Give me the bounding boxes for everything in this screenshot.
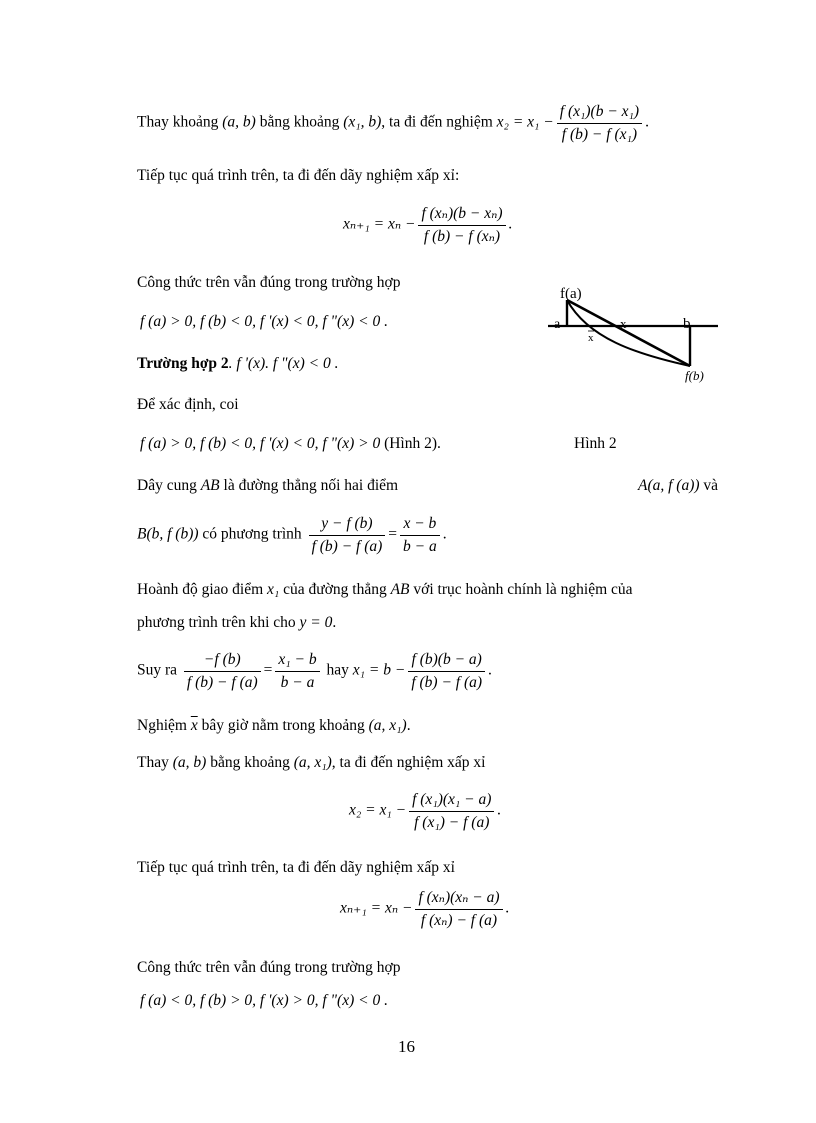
- equation-xn1-2: [340, 890, 509, 928]
- formula-lhs: xₙ₊₁ = xₙ −: [343, 215, 416, 233]
- formula-lhs: x₂ = x₁ −: [496, 113, 554, 131]
- condition-math: f (a) > 0, f (b) < 0, f '(x) < 0, f "(x) > 0: [140, 435, 381, 452]
- text: Thay: [137, 754, 173, 771]
- label-xbar: x: [588, 332, 594, 344]
- paragraph-continue-2: Tiếp tục quá trình trên, ta đi đến dãy nghiệm xấp xỉ: [137, 859, 455, 876]
- text: của đường thẳng: [279, 581, 391, 598]
- figure-2-diagram: [540, 280, 730, 390]
- period: .: [488, 661, 492, 679]
- paragraph-line-equation: [137, 516, 447, 554]
- text: , ta đi đến nghiệm xấp xỉ: [331, 754, 486, 771]
- paragraph-assume: Để xác định, coi: [137, 396, 239, 413]
- label-fa: f(a): [560, 286, 582, 302]
- denominator: f (b) − f (a): [411, 673, 483, 691]
- page-number: 16: [398, 1037, 415, 1056]
- equation-xn1: [343, 206, 512, 244]
- math-interval: (a, x₁): [293, 754, 332, 771]
- text: Hoành độ giao điểm: [137, 581, 268, 598]
- numerator: f (xₙ)(xₙ − a): [415, 890, 502, 910]
- numerator: f (x₁)(b − x₁): [557, 104, 642, 124]
- denominator: f (x₁) − f (a): [414, 813, 490, 831]
- numerator: f (x₁)(x₁ − a): [409, 792, 494, 812]
- fraction-2: [275, 652, 319, 690]
- paragraph-formula-valid-2: Công thức trên vẫn đúng trong trường hợp: [137, 959, 401, 976]
- paragraph-substitute-interval: [137, 104, 649, 142]
- paragraph-y-zero: [137, 615, 336, 631]
- text: , ta đi đến nghiệm: [381, 113, 497, 131]
- fraction-left: [309, 516, 386, 554]
- fraction-1: [184, 652, 261, 690]
- text: là đường thẳng nối hai điểm: [219, 477, 399, 494]
- figure-ref: (Hình 2).: [380, 435, 441, 452]
- formula-fraction: [415, 890, 502, 928]
- paragraph-chord: [137, 478, 398, 494]
- text: và: [699, 477, 719, 494]
- math-y-zero: y = 0: [299, 614, 333, 631]
- condition-1: f (a) > 0, f (b) < 0, f '(x) < 0, f "(x) < 0 .: [140, 313, 388, 330]
- text: phương trình trên khi cho: [137, 614, 300, 631]
- text: Dây cung: [137, 477, 201, 494]
- label-a: a: [554, 317, 561, 332]
- denominator: f (b) − f (a): [311, 537, 383, 555]
- formula-lhs: x₂ = x₁ −: [349, 801, 407, 819]
- text: bây giờ nằm trong khoảng: [197, 717, 369, 734]
- math-point-b: B(b, f (b)): [137, 525, 199, 543]
- numerator: x₁ − b: [275, 652, 319, 672]
- paragraph-substitute-2: [137, 755, 485, 771]
- fraction-3: [408, 652, 485, 690]
- chord-ab: [567, 300, 690, 366]
- denominator: f (xₙ) − f (a): [420, 911, 498, 929]
- text: Suy ra: [137, 661, 181, 679]
- text: Thay khoảng: [137, 113, 223, 131]
- math-interval: (a, b): [222, 113, 256, 131]
- figure-caption: Hình 2: [574, 435, 617, 452]
- math-point-a: A(a, f (a)): [638, 477, 700, 494]
- condition-2: [140, 436, 441, 452]
- math-x1: x₁: [267, 581, 280, 598]
- paragraph-formula-valid: Công thức trên vẫn đúng trong trường hợp: [137, 274, 401, 291]
- paragraph-intersection: [137, 582, 633, 598]
- text: với trục hoành chính là nghiệm của: [409, 581, 633, 598]
- math-xbar: $\overline{x}$: [190, 717, 198, 734]
- math-interval: (x₁, b): [343, 113, 382, 131]
- numerator: −f (b): [184, 652, 261, 672]
- math-ab: AB: [390, 581, 410, 598]
- paragraph-continue: Tiếp tục quá trình trên, ta đi đến dãy nghiệm xấp xỉ:: [137, 167, 460, 184]
- label-x: x: [620, 316, 627, 331]
- text: bằng khoảng: [206, 754, 294, 771]
- fraction-right: [400, 516, 440, 554]
- case-2-heading: [137, 356, 338, 372]
- denominator: f (b) − f (xₙ): [423, 227, 501, 245]
- text: có phương trình: [198, 525, 306, 543]
- formula-fraction: [557, 104, 642, 142]
- denominator: b − a: [280, 673, 315, 691]
- numerator: f (xₙ)(b − xₙ): [418, 206, 505, 226]
- math-interval: (a, x₁): [368, 717, 407, 734]
- denominator: f (b) − f (a): [186, 673, 258, 691]
- paragraph-root-interval: [137, 718, 411, 734]
- case-label: Trường hợp 2: [137, 355, 229, 372]
- period: .: [406, 717, 411, 734]
- text: hay: [322, 661, 353, 679]
- case-condition: . f '(x). f "(x) < 0 .: [228, 355, 339, 372]
- denominator: b − a: [403, 537, 437, 555]
- period: .: [332, 614, 337, 631]
- equals: =: [263, 661, 273, 679]
- period: .: [442, 525, 447, 543]
- label-fb: f(b): [685, 368, 704, 383]
- period: .: [645, 113, 649, 131]
- denominator: f (b) − f (x₁): [561, 125, 638, 143]
- text: bằng khoảng: [255, 113, 344, 131]
- point-a: [638, 478, 718, 494]
- formula-lhs: xₙ₊₁ = xₙ −: [340, 899, 413, 917]
- math-ab: AB: [200, 477, 220, 494]
- formula-fraction: [418, 206, 505, 244]
- math-interval: (a, b): [172, 754, 207, 771]
- equation-x2: [349, 792, 501, 830]
- numerator: f (b)(b − a): [408, 652, 485, 672]
- period: .: [497, 801, 502, 819]
- condition-3: f (a) < 0, f (b) > 0, f '(x) > 0, f "(x) < 0 .: [140, 992, 388, 1009]
- label-b: b: [683, 316, 691, 332]
- formula-fraction: [409, 792, 494, 830]
- period: .: [505, 899, 510, 917]
- numerator: x − b: [400, 516, 440, 536]
- period: .: [508, 215, 513, 233]
- equals: =: [388, 525, 398, 543]
- formula-lhs: x₁ = b −: [352, 661, 406, 679]
- paragraph-deduce: [137, 652, 492, 690]
- text: Nghiệm: [137, 717, 191, 734]
- numerator: y − f (b): [309, 516, 386, 536]
